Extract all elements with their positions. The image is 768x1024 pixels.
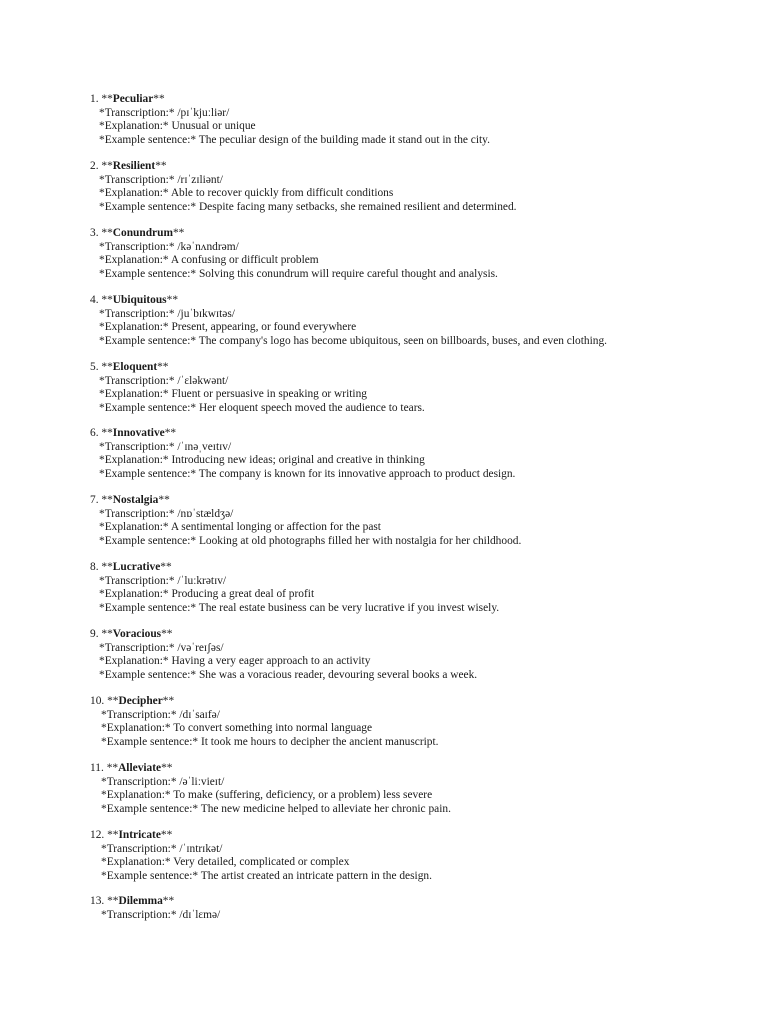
entry-heading: 1. **Peculiar** bbox=[90, 93, 165, 105]
transcription-line: *Transcription:* /ˈɪnəˌveɪtɪv/ bbox=[99, 440, 232, 453]
entry-number: 7. bbox=[90, 494, 99, 506]
entry-heading: 5. **Eloquent** bbox=[90, 361, 169, 373]
transcription-value: /ˈɛləkwənt/ bbox=[177, 374, 229, 387]
example-value: Despite facing many setbacks, she remained resilient and determined. bbox=[198, 200, 517, 213]
entry-number: 2. bbox=[90, 160, 99, 172]
entry-word: Nostalgia bbox=[112, 494, 159, 506]
transcription-value: /vəˈreɪʃəs/ bbox=[177, 641, 224, 654]
entry-word: Alleviate bbox=[118, 762, 162, 774]
example-line: *Example sentence:* The company's logo has become ubiquitous, seen on billboards, buses, and even clothing. bbox=[99, 334, 607, 347]
entry-number: 5. bbox=[90, 361, 99, 373]
explanation-line: *Explanation:* Fluent or persuasive in speaking or writing bbox=[99, 388, 367, 400]
example-value: The real estate business can be very lucrative if you invest wisely. bbox=[198, 601, 500, 614]
vocab-entry bbox=[90, 427, 730, 481]
entry-word: Peculiar bbox=[112, 93, 154, 105]
explanation-value: Fluent or persuasive in speaking or writing bbox=[171, 388, 367, 400]
entry-number: 1. bbox=[90, 93, 99, 105]
entry-word: Innovative bbox=[112, 427, 165, 439]
entry-heading: 7. **Nostalgia** bbox=[90, 494, 170, 506]
entry-word: Dilemma bbox=[118, 895, 163, 907]
entry-heading: 8. **Lucrative** bbox=[90, 561, 172, 573]
entry-number: 8. bbox=[90, 561, 99, 573]
entry-number: 4. bbox=[90, 294, 99, 306]
example-line: *Example sentence:* Her eloquent speech moved the audience to tears. bbox=[99, 401, 425, 414]
explanation-value: To make (suffering, deficiency, or a problem) less severe bbox=[173, 789, 433, 801]
entry-word: Voracious bbox=[112, 628, 162, 640]
transcription-line: *Transcription:* /əˈliːvieɪt/ bbox=[101, 775, 225, 788]
example-line: *Example sentence:* The new medicine helped to alleviate her chronic pain. bbox=[101, 802, 451, 815]
explanation-line: *Explanation:* Very detailed, complicated or complex bbox=[101, 856, 350, 868]
explanation-value: Present, appearing, or found everywhere bbox=[171, 321, 357, 333]
example-line: *Example sentence:* Looking at old photographs filled her with nostalgia for her childhood. bbox=[99, 534, 522, 547]
example-value: She was a voracious reader, devouring several books a week. bbox=[198, 668, 478, 681]
explanation-value: Able to recover quickly from difficult conditions bbox=[170, 187, 394, 199]
example-line: *Example sentence:* Despite facing many setbacks, she remained resilient and determined. bbox=[99, 200, 517, 213]
vocab-entry bbox=[90, 227, 730, 281]
example-value: The artist created an intricate pattern in the design. bbox=[200, 869, 432, 882]
entry-number: 6. bbox=[90, 427, 99, 439]
entry-heading: 9. **Voracious** bbox=[90, 628, 173, 640]
transcription-line: *Transcription:* /ˈluːkrətɪv/ bbox=[99, 574, 227, 587]
example-value: Solving this conundrum will require careful thought and analysis. bbox=[198, 267, 498, 280]
explanation-value: To convert something into normal language bbox=[173, 722, 373, 734]
example-line: *Example sentence:* It took me hours to decipher the ancient manuscript. bbox=[101, 735, 439, 748]
explanation-line: *Explanation:* To convert something into normal language bbox=[101, 722, 373, 734]
explanation-line: *Explanation:* To make (suffering, deficiency, or a problem) less severe bbox=[101, 789, 433, 801]
vocab-entry bbox=[90, 628, 730, 682]
transcription-line: *Transcription:* /vəˈreɪʃəs/ bbox=[99, 641, 224, 654]
explanation-line: *Explanation:* Producing a great deal of profit bbox=[99, 588, 315, 600]
transcription-value: /kəˈnʌndrəm/ bbox=[177, 240, 239, 253]
vocab-entry bbox=[90, 829, 730, 883]
explanation-value: Unusual or unique bbox=[171, 120, 256, 132]
transcription-value: /ˈɪnəˌveɪtɪv/ bbox=[177, 440, 232, 453]
entry-heading: 3. **Conundrum** bbox=[90, 227, 185, 239]
entry-heading: 4. **Ubiquitous** bbox=[90, 294, 179, 306]
transcription-line: *Transcription:* /juˈbɪkwɪtəs/ bbox=[99, 307, 235, 320]
vocab-entry bbox=[90, 695, 730, 749]
transcription-line: *Transcription:* /dɪˈlɛmə/ bbox=[101, 908, 221, 921]
vocab-entry bbox=[90, 895, 730, 922]
vocab-entry bbox=[90, 361, 730, 415]
vocab-entry bbox=[90, 93, 730, 147]
example-line: *Example sentence:* She was a voracious reader, devouring several books a week. bbox=[99, 668, 478, 681]
transcription-value: /rɪˈzɪliənt/ bbox=[177, 173, 223, 186]
explanation-line: *Explanation:* Present, appearing, or found everywhere bbox=[99, 321, 357, 333]
entry-word: Eloquent bbox=[112, 361, 158, 373]
entry-heading: 11. **Alleviate** bbox=[90, 762, 173, 774]
explanation-value: Having a very eager approach to an activity bbox=[171, 655, 371, 667]
example-value: It took me hours to decipher the ancient manuscript. bbox=[200, 735, 439, 748]
entry-word: Conundrum bbox=[112, 227, 173, 239]
explanation-value: Very detailed, complicated or complex bbox=[173, 856, 350, 868]
example-line: *Example sentence:* Solving this conundrum will require careful thought and analysis. bbox=[99, 267, 498, 280]
entry-number: 10. bbox=[90, 695, 105, 707]
example-line: *Example sentence:* The artist created an intricate pattern in the design. bbox=[101, 869, 432, 882]
transcription-line: *Transcription:* /nɒˈstældʒə/ bbox=[99, 507, 234, 520]
entry-heading: 13. **Dilemma** bbox=[90, 895, 175, 907]
entry-word: Decipher bbox=[118, 695, 163, 707]
vocab-entry bbox=[90, 294, 730, 348]
explanation-line: *Explanation:* Able to recover quickly from difficult conditions bbox=[99, 187, 394, 199]
example-line: *Example sentence:* The company is known for its innovative approach to product design. bbox=[99, 467, 516, 480]
vocab-entry bbox=[90, 762, 730, 816]
transcription-value: /dɪˈsaɪfə/ bbox=[179, 708, 220, 721]
transcription-value: /nɒˈstældʒə/ bbox=[177, 507, 234, 520]
example-value: Looking at old photographs filled her with nostalgia for her childhood. bbox=[198, 534, 522, 547]
example-line: *Example sentence:* The real estate business can be very lucrative if you invest wisely. bbox=[99, 601, 500, 614]
explanation-value: Producing a great deal of profit bbox=[171, 588, 315, 600]
transcription-line: *Transcription:* /ˈɛləkwənt/ bbox=[99, 374, 229, 387]
entry-word: Ubiquitous bbox=[112, 294, 167, 306]
example-value: The new medicine helped to alleviate her chronic pain. bbox=[200, 802, 451, 815]
explanation-line: *Explanation:* Unusual or unique bbox=[99, 120, 256, 132]
entry-number: 3. bbox=[90, 227, 99, 239]
transcription-line: *Transcription:* /ˈɪntrɪkət/ bbox=[101, 842, 223, 855]
transcription-value: /dɪˈlɛmə/ bbox=[179, 908, 221, 921]
explanation-line: *Explanation:* A sentimental longing or affection for the past bbox=[99, 521, 381, 533]
transcription-value: /ˈluːkrətɪv/ bbox=[177, 574, 227, 587]
transcription-line: *Transcription:* /rɪˈzɪliənt/ bbox=[99, 173, 223, 186]
vocab-entry bbox=[90, 561, 730, 615]
transcription-line: *Transcription:* /dɪˈsaɪfə/ bbox=[101, 708, 220, 721]
entry-number: 9. bbox=[90, 628, 99, 640]
explanation-line: *Explanation:* A confusing or difficult problem bbox=[99, 254, 319, 266]
example-line: *Example sentence:* The peculiar design of the building made it stand out in the city. bbox=[99, 133, 490, 146]
transcription-value: /ˈɪntrɪkət/ bbox=[179, 842, 223, 855]
explanation-value: Introducing new ideas; original and creative in thinking bbox=[171, 454, 425, 466]
example-value: Her eloquent speech moved the audience to tears. bbox=[198, 401, 425, 414]
entry-number: 13. bbox=[90, 895, 105, 907]
transcription-line: *Transcription:* /pɪˈkjuːliər/ bbox=[99, 106, 230, 119]
vocab-entry bbox=[90, 494, 730, 548]
entry-word: Lucrative bbox=[112, 561, 161, 573]
entry-heading: 2. **Resilient** bbox=[90, 160, 167, 172]
entry-word: Intricate bbox=[118, 829, 161, 841]
entry-word: Resilient bbox=[112, 160, 156, 172]
example-value: The peculiar design of the building made it stand out in the city. bbox=[198, 133, 490, 146]
example-value: The company's logo has become ubiquitous, seen on billboards, buses, and even clothing. bbox=[198, 334, 607, 347]
entry-number: 12. bbox=[90, 829, 105, 841]
transcription-value: /pɪˈkjuːliər/ bbox=[177, 106, 230, 119]
explanation-value: A sentimental longing or affection for the past bbox=[170, 521, 381, 533]
entry-heading: 6. **Innovative** bbox=[90, 427, 177, 439]
explanation-value: A confusing or difficult problem bbox=[170, 254, 319, 266]
transcription-line: *Transcription:* /kəˈnʌndrəm/ bbox=[99, 240, 239, 253]
explanation-line: *Explanation:* Introducing new ideas; original and creative in thinking bbox=[99, 454, 425, 466]
entry-heading: 12. **Intricate** bbox=[90, 829, 173, 841]
entry-number: 11. bbox=[90, 762, 104, 774]
transcription-value: /əˈliːvieɪt/ bbox=[179, 775, 225, 788]
transcription-value: /juˈbɪkwɪtəs/ bbox=[177, 307, 235, 320]
example-value: The company is known for its innovative approach to product design. bbox=[198, 467, 516, 480]
explanation-line: *Explanation:* Having a very eager approach to an activity bbox=[99, 655, 371, 667]
vocab-entry bbox=[90, 160, 730, 214]
entry-heading: 10. **Decipher** bbox=[90, 695, 175, 707]
